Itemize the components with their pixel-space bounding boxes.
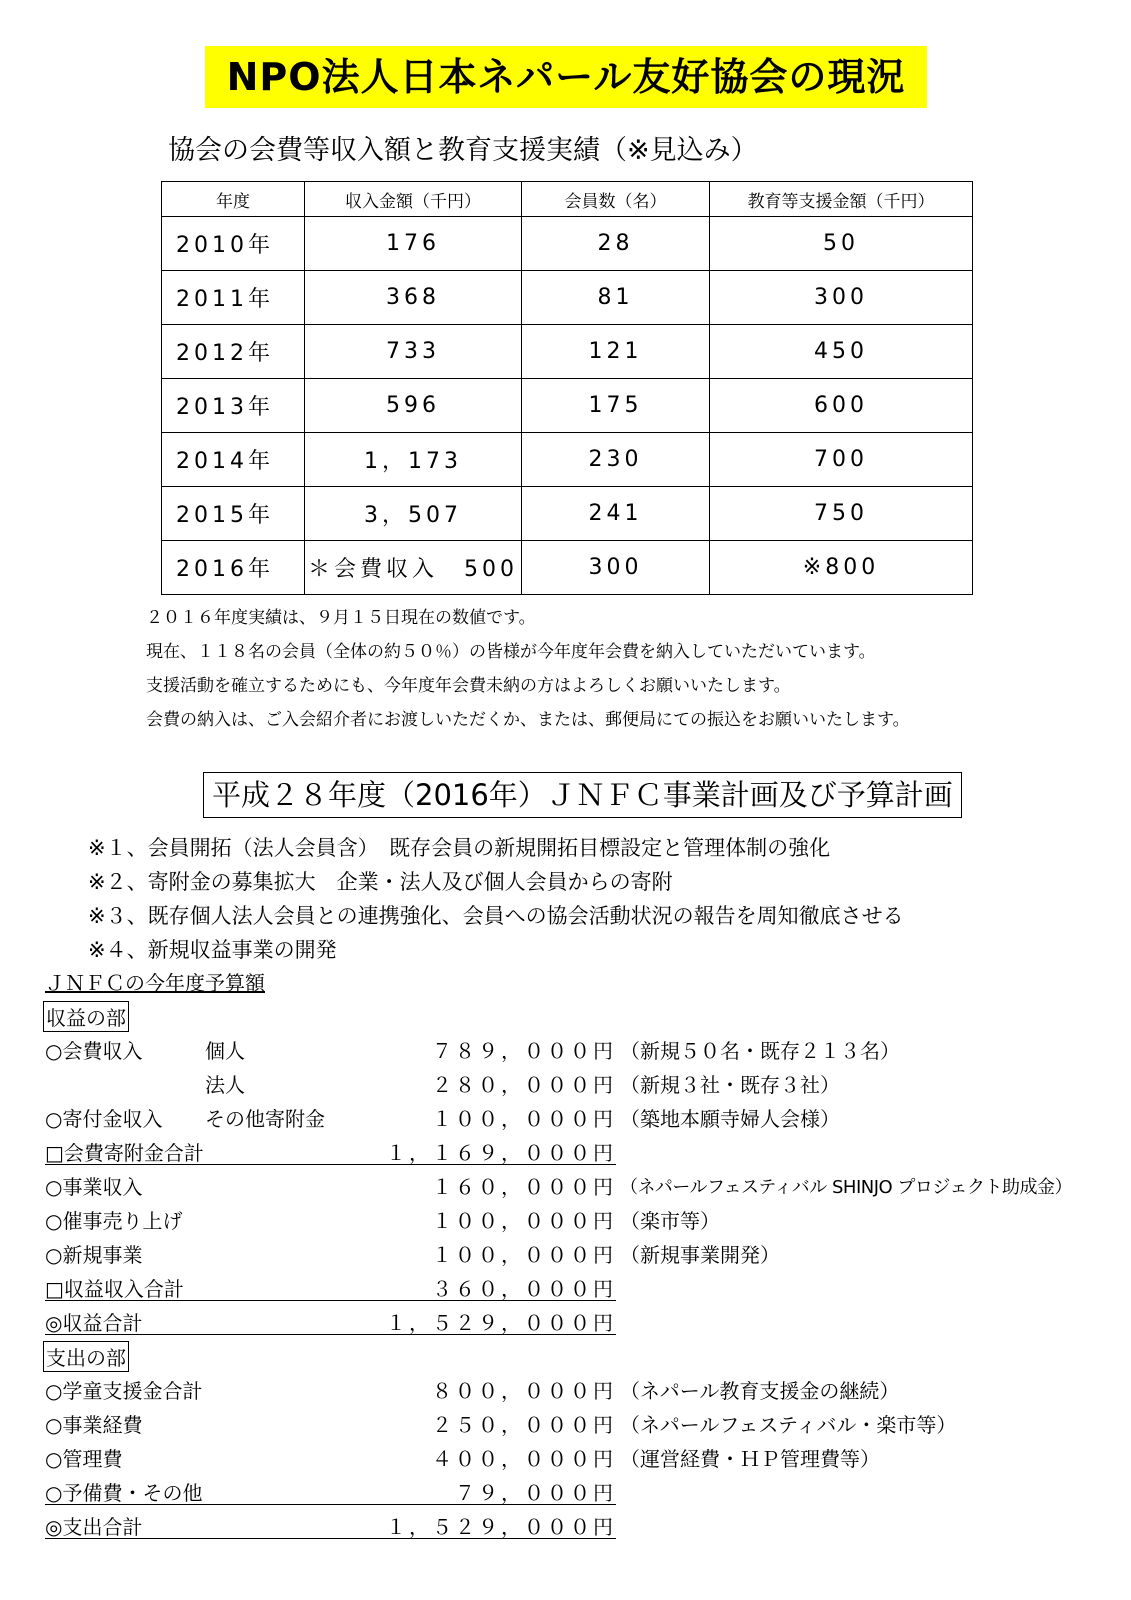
table-cell: 300: [522, 541, 710, 595]
budget-amount: １，５２９，０００円: [386, 1515, 616, 1539]
budget-amount: １００，０００円: [432, 1243, 616, 1267]
budget-amount: ２８０，０００円: [432, 1073, 616, 1097]
table-row: [162, 541, 973, 595]
plan-title: 平成２８年度（2016年）ＪＮＦＣ事業計画及び予算計画: [203, 772, 962, 818]
plan-item: ※２、寄附金の募集拡大 企業・法人及び個人会員からの寄附: [88, 870, 673, 894]
table-cell: 450: [710, 325, 973, 379]
budget-label: ○学童支援金合計: [45, 1379, 203, 1403]
table-row: [162, 325, 973, 379]
budget-amount: １，５２９，０００円: [386, 1311, 616, 1335]
budget-label: ◎支出合計: [45, 1515, 143, 1539]
table-row: [162, 487, 973, 541]
table-cell: 81: [522, 271, 710, 325]
budget-amount: ４００，０００円: [432, 1447, 616, 1471]
note-line: ２０１６年度実績は、９月１５日現在の数値です。: [146, 608, 536, 628]
budget-label: ○催事売り上げ: [45, 1209, 183, 1233]
subtotal-underline: [45, 1164, 616, 1165]
table-cell: 3，507: [305, 487, 522, 541]
total-underline: [45, 1538, 616, 1539]
subtotal-underline: [45, 1504, 616, 1505]
budget-detail: （新規５０名・既存２１３名）: [620, 1039, 900, 1063]
table-header-row: [162, 182, 973, 217]
table-row: [162, 271, 973, 325]
table-cell: 2010年: [162, 217, 305, 271]
budget-amount: １００，０００円: [432, 1209, 616, 1233]
column-header: 収入金額（千円）: [305, 182, 522, 217]
budget-heading: ＪＮＦＣの今年度予算額: [45, 971, 265, 995]
budget-detail: （運営経費・ＨＰ管理費等）: [620, 1447, 880, 1471]
table-row: [162, 379, 973, 433]
budget-amount: ７８９，０００円: [432, 1039, 616, 1063]
table-cell: 733: [305, 325, 522, 379]
table-cell: 2016年: [162, 541, 305, 595]
table-cell: 700: [710, 433, 973, 487]
total-underline: [45, 1334, 616, 1335]
expense-heading: 支出の部: [43, 1341, 129, 1372]
budget-detail: （ネパールフェスティバル SHINJO プロジェクト助成金）: [620, 1177, 1073, 1198]
budget-amount: １００，０００円: [432, 1107, 616, 1131]
page-title: NPO法人日本ネパール友好協会の現況: [205, 46, 927, 108]
table-cell: 176: [305, 217, 522, 271]
section-title: 協会の会費等収入額と教育支援実績（※見込み）: [168, 135, 758, 166]
table-cell: 2015年: [162, 487, 305, 541]
table-cell: 50: [710, 217, 973, 271]
budget-sublabel: その他寄附金: [205, 1107, 325, 1131]
budget-detail: （新規３社・既存３社）: [620, 1073, 840, 1097]
table-cell: 368: [305, 271, 522, 325]
budget-label: ○新規事業: [45, 1243, 143, 1267]
table-cell: 750: [710, 487, 973, 541]
budget-sublabel: 法人: [205, 1073, 245, 1097]
budget-label: ○寄付金収入: [45, 1107, 163, 1131]
table-cell: 300: [710, 271, 973, 325]
stats-table: [161, 181, 973, 595]
table-cell: 121: [522, 325, 710, 379]
table-cell: 600: [710, 379, 973, 433]
budget-amount: ７９，０００円: [455, 1481, 616, 1505]
table-cell: 2011年: [162, 271, 305, 325]
budget-detail: （築地本願寺婦人会様）: [620, 1107, 840, 1131]
table-cell: 1，173: [305, 433, 522, 487]
budget-amount: ３６０，０００円: [432, 1277, 616, 1301]
table-cell: 2013年: [162, 379, 305, 433]
budget-label: ○予備費・その他: [45, 1481, 203, 1505]
budget-label: □会費寄附金合計: [45, 1141, 204, 1165]
subtotal-underline: [45, 1300, 616, 1301]
income-heading: 収益の部: [43, 1001, 129, 1032]
budget-detail: （ネパール教育支援金の継続）: [620, 1379, 900, 1403]
column-header: 会員数（名）: [522, 182, 710, 217]
budget-detail: （楽市等）: [620, 1209, 720, 1233]
table-cell: ※800: [710, 541, 973, 595]
budget-detail: （新規事業開発）: [620, 1243, 780, 1267]
budget-amount: ８００，０００円: [432, 1379, 616, 1403]
budget-label: ○管理費: [45, 1447, 123, 1471]
table-cell: ＊会費収入 500: [305, 541, 522, 595]
note-line: 現在、１１８名の会員（全体の約５０％）の皆様が今年度年会費を納入していただいています。: [146, 642, 876, 662]
table-row: [162, 217, 973, 271]
column-header: 教育等支援金額（千円）: [710, 182, 973, 217]
column-header: 年度: [162, 182, 305, 217]
budget-label: ○事業経費: [45, 1413, 143, 1437]
note-line: 支援活動を確立するためにも、今年度年会費未納の方はよろしくお願いいたします。: [146, 676, 791, 696]
table-cell: 175: [522, 379, 710, 433]
plan-item: ※３、既存個人法人会員との連携強化、会員への協会活動状況の報告を周知徹底させる: [88, 904, 904, 928]
plan-item: ※１、会員開拓（法人会員含） 既存会員の新規開拓目標設定と管理体制の強化: [88, 836, 831, 860]
budget-amount: １６０，０００円: [432, 1175, 616, 1199]
table-cell: 596: [305, 379, 522, 433]
table-cell: 2012年: [162, 325, 305, 379]
budget-amount: １，１６９，０００円: [386, 1141, 616, 1165]
table-cell: 230: [522, 433, 710, 487]
budget-label: ○事業収入: [45, 1175, 143, 1199]
budget-label: □収益収入合計: [45, 1277, 184, 1301]
table-cell: 28: [522, 217, 710, 271]
table-cell: 2014年: [162, 433, 305, 487]
table-row: [162, 433, 973, 487]
note-line: 会費の納入は、ご入会紹介者にお渡しいただくか、または、郵便局にての振込をお願いいたします。: [146, 710, 910, 730]
budget-amount: ２５０，０００円: [432, 1413, 616, 1437]
plan-item: ※４、新規収益事業の開発: [88, 938, 337, 962]
budget-detail: （ネパールフェスティバル・楽市等）: [620, 1413, 957, 1437]
budget-sublabel: 個人: [205, 1039, 245, 1063]
budget-label: ○会費収入: [45, 1039, 143, 1063]
budget-label: ◎収益合計: [45, 1311, 143, 1335]
table-cell: 241: [522, 487, 710, 541]
